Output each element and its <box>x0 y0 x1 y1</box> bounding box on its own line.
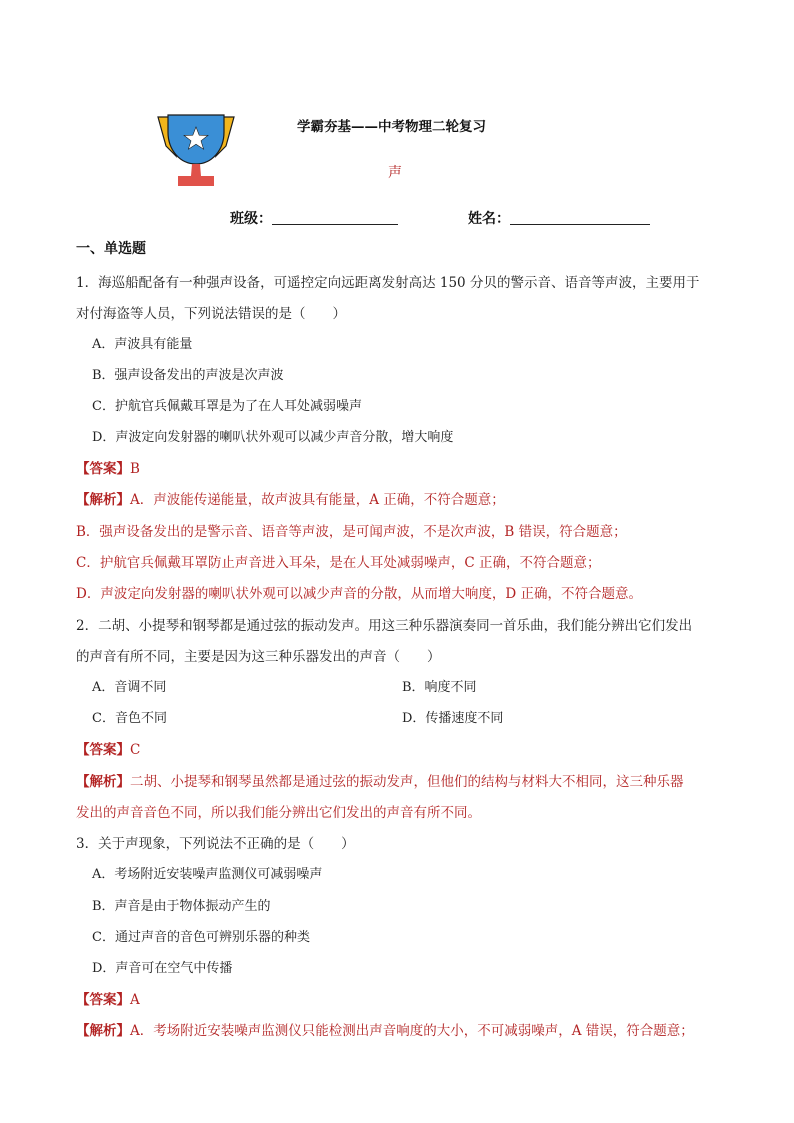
q2-option-a: A．音调不同 <box>92 680 167 695</box>
q1-answer <box>76 457 140 477</box>
analysis-tag: 【解析】 <box>76 492 130 508</box>
section-title: 一、单选题 <box>76 241 146 257</box>
answer-value: C <box>130 742 141 758</box>
name-input-line[interactable] <box>510 224 650 225</box>
q1-option-d: D．声波定向发射器的喇叭状外观可以减少声音分散，增大响度 <box>92 430 454 445</box>
q1-stem-line1: 1．海巡船配备有一种强声设备，可遥控定向远距离发射高达 150 分贝的警示音、语音等声波，主要用于 <box>76 275 700 291</box>
q2-option-c: C．音色不同 <box>92 711 167 726</box>
topic-subtitle: 声 <box>388 165 402 181</box>
q1-analysis-line2: B．强声设备发出的是警示音、语音等声波，是可闻声波，不是次声波，B 错误，符合题意； <box>76 524 627 540</box>
q2-analysis-line2: 发出的声音音色不同，所以我们能分辨出它们发出的声音有所不同。 <box>76 805 481 821</box>
q2-analysis-line1 <box>76 770 684 790</box>
page-title: 学霸夯基——中考物理二轮复习 <box>297 119 486 135</box>
q3-option-d: D．声音可在空气中传播 <box>92 961 233 976</box>
q3-option-a: A．考场附近安装噪声监测仪可减弱噪声 <box>92 867 323 882</box>
analysis-tag: 【解析】 <box>76 1023 130 1039</box>
class-label: 班级： <box>230 211 272 227</box>
q3-option-b: B．声音是由于物体振动产生的 <box>92 899 271 914</box>
trophy-star-icon <box>154 112 238 188</box>
q1-analysis-line3: C．护航官兵佩戴耳罩防止声音进入耳朵，是在人耳处减弱噪声，C 正确，不符合题意； <box>76 555 601 571</box>
answer-tag: 【答案】 <box>76 461 130 477</box>
q2-option-b: B．响度不同 <box>402 680 477 695</box>
analysis-text: A．声波能传递能量，故声波具有能量，A 正确，不符合题意； <box>130 492 505 508</box>
q2-stem-line1: 2．二胡、小提琴和钢琴都是通过弦的振动发声。用这三种乐器演奏同一首乐曲，我们能分辨出它们发出 <box>76 618 693 634</box>
analysis-text: 二胡、小提琴和钢琴虽然都是通过弦的振动发声，但他们的结构与材料大不相同，这三种乐器 <box>130 774 684 790</box>
answer-tag: 【答案】 <box>76 992 130 1008</box>
answer-value: A <box>130 992 140 1008</box>
q1-option-b: B．强声设备发出的声波是次声波 <box>92 368 284 383</box>
q1-analysis-line4: D．声波定向发射器的喇叭状外观可以减少声音的分散，从而增大响度，D 正确，不符合题意。 <box>76 586 642 602</box>
q1-option-a: A．声波具有能量 <box>92 337 193 352</box>
q1-analysis-line1 <box>76 488 505 508</box>
q1-option-c: C．护航官兵佩戴耳罩是为了在人耳处减弱噪声 <box>92 399 362 414</box>
analysis-tag: 【解析】 <box>76 774 130 790</box>
class-input-line[interactable] <box>272 224 398 225</box>
q3-analysis-line1 <box>76 1019 694 1039</box>
name-label: 姓名： <box>468 211 510 227</box>
analysis-text: A．考场附近安装噪声监测仪只能检测出声音响度的大小，不可减弱噪声，A 错误，符合题意； <box>130 1023 694 1039</box>
q3-option-c: C．通过声音的音色可辨别乐器的种类 <box>92 930 310 945</box>
q1-stem-line2: 对付海盗等人员，下列说法错误的是（ ） <box>76 306 346 322</box>
answer-value: B <box>130 461 140 477</box>
q2-answer <box>76 738 140 758</box>
q2-option-d: D．传播速度不同 <box>402 711 504 726</box>
q2-stem-line2: 的声音有所不同，主要是因为这三种乐器发出的声音（ ） <box>76 649 441 665</box>
answer-tag: 【答案】 <box>76 742 130 758</box>
q3-stem: 3．关于声现象，下列说法不正确的是（ ） <box>76 836 355 852</box>
q3-answer <box>76 988 140 1008</box>
